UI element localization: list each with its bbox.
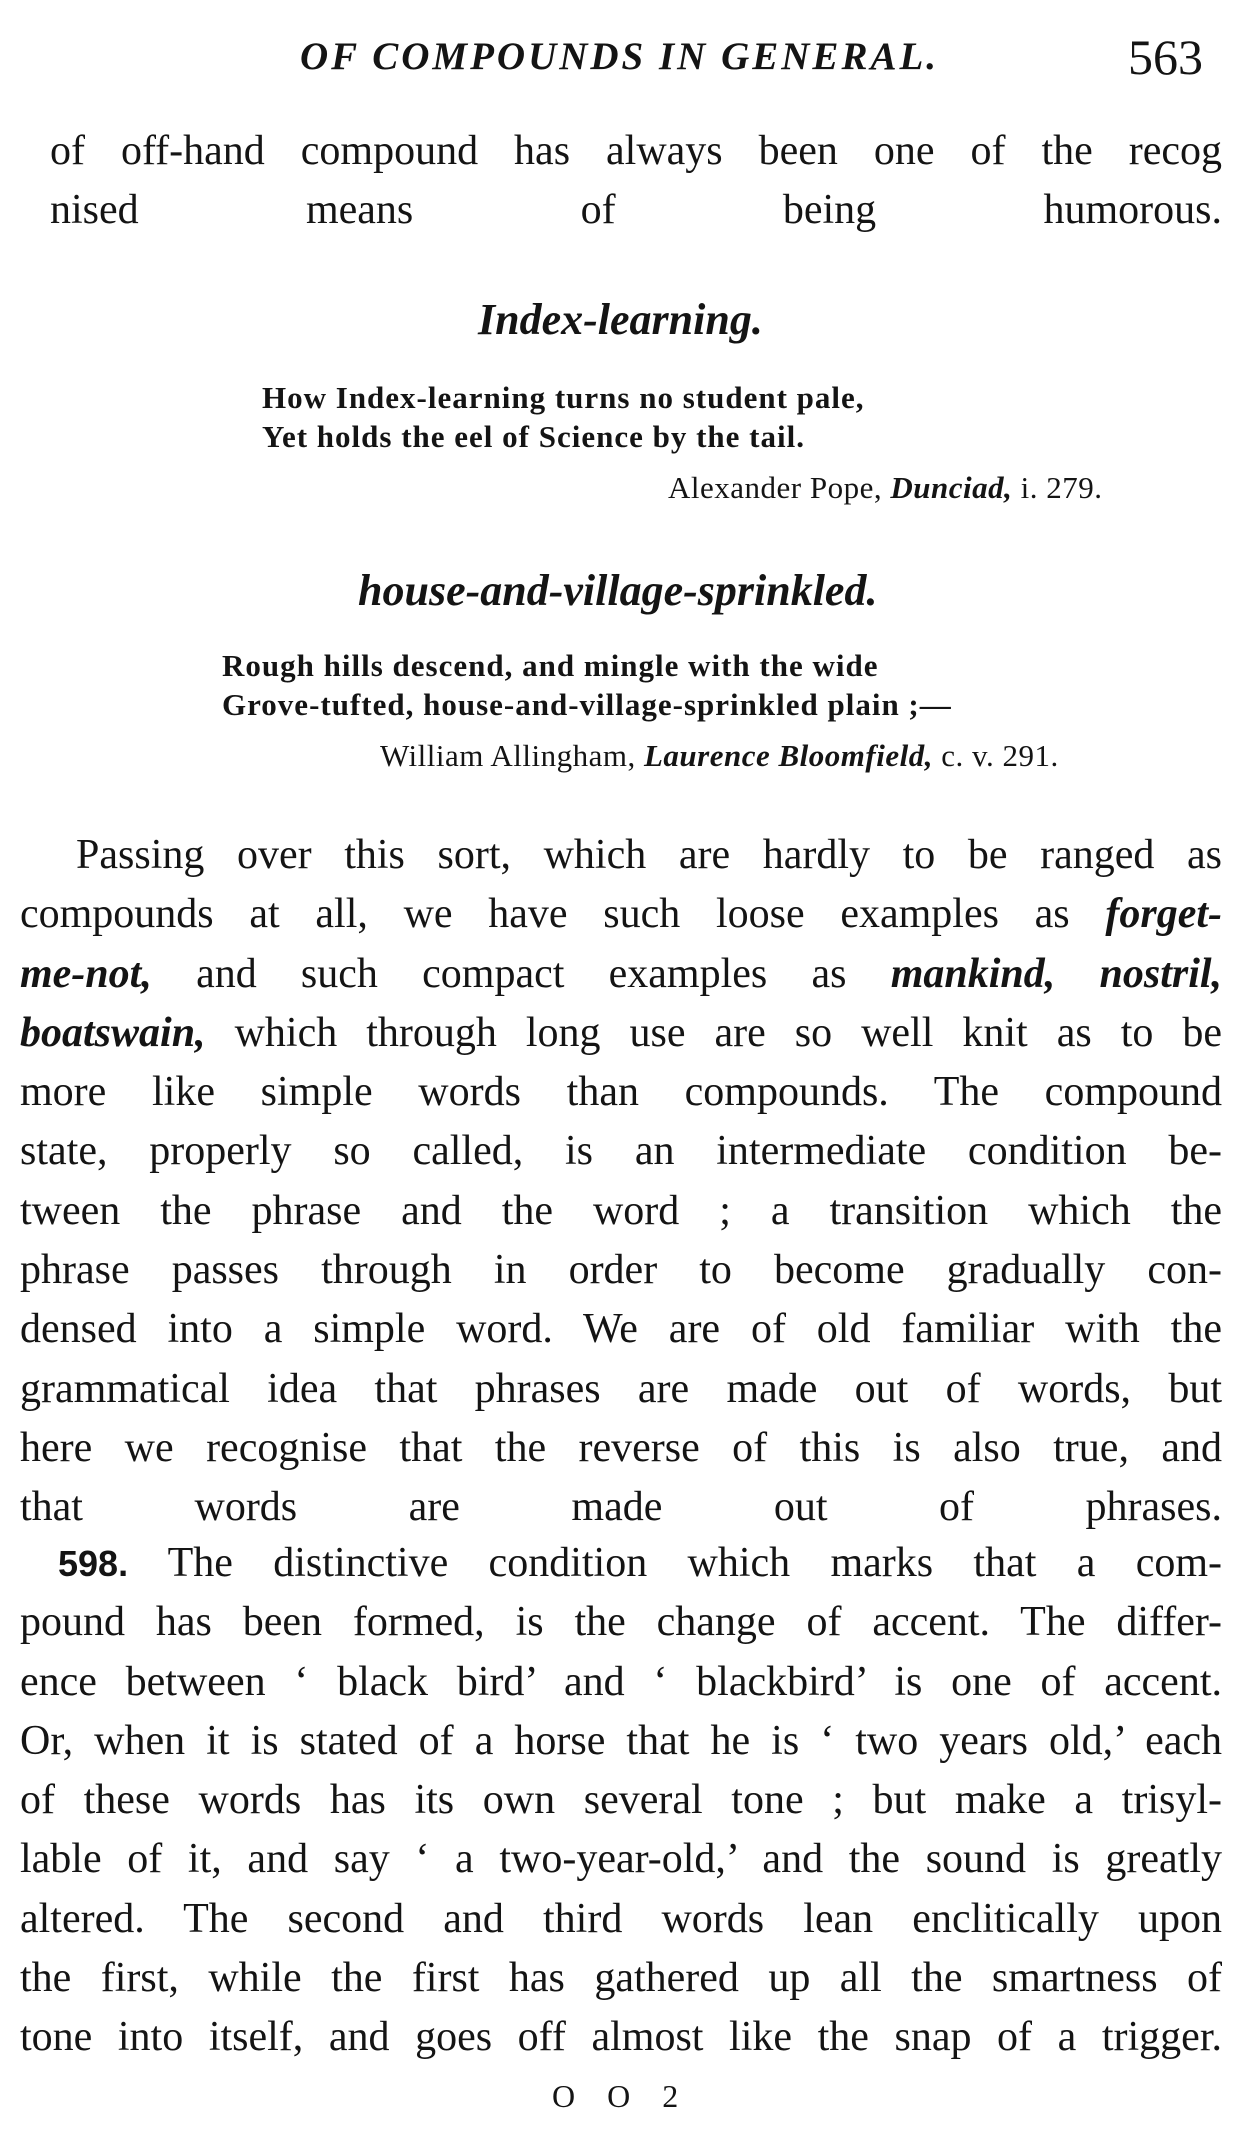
work-reference: c. v. 291.	[941, 738, 1059, 773]
text-line: pound has been formed, is the change of accent. The differ-	[20, 1599, 1222, 1646]
text-line: Passing over this sort, which are hardly to be ranged as	[76, 832, 1222, 878]
text-line	[20, 885, 1222, 944]
text-line: grammatical idea that phrases are made out of words, but	[20, 1365, 1222, 1412]
text-line: nised means of being humorous.	[50, 187, 1222, 234]
text-fragment: The distinctive condition which marks that a com-	[167, 1540, 1222, 1586]
verse-quote	[262, 378, 865, 456]
text-line: of these words has its own several tone ; but make a trisyl-	[20, 1777, 1222, 1824]
running-title: OF COMPOUNDS IN GENERAL.	[300, 35, 940, 78]
section-number: 598.	[58, 1543, 129, 1584]
text-line: densed into a simple word. We are of old familiar with the	[20, 1306, 1222, 1353]
work-title: Laurence Bloomfield,	[643, 738, 933, 773]
text-line: altered. The second and third words lean enclitically upon	[20, 1895, 1222, 1942]
author-name: Alexander Pope,	[668, 470, 883, 505]
text-line	[20, 1534, 1222, 1593]
body-paragraph	[20, 1534, 1222, 2068]
italic-term: boatswain,	[20, 1009, 206, 1056]
page-number: 563	[1128, 29, 1203, 85]
text-fragment: compounds at all, we have such loose examples as	[20, 891, 1070, 938]
text-line: more like simple words than compounds. The compound	[20, 1069, 1222, 1116]
running-head	[0, 28, 1259, 88]
example-heading: house-and-village-sprinkled.	[358, 566, 878, 615]
text-line: here we recognise that the reverse of this is also true, and	[20, 1424, 1222, 1471]
work-reference: i. 279.	[1020, 470, 1103, 505]
text-line: of off-hand compound has always been one of the recog	[50, 128, 1222, 174]
body-paragraph	[20, 826, 1222, 1538]
italic-term: me-not,	[20, 950, 152, 997]
text-line: phrase passes through in order to become gradually con-	[20, 1247, 1222, 1294]
text-line: Or, when it is stated of a horse that he is ‘ two years old,’ each	[20, 1717, 1222, 1764]
italic-term: forget-	[1105, 891, 1223, 938]
text-fragment: which through long use are so well knit as to be	[234, 1009, 1223, 1056]
text-fragment: and such compact examples as	[196, 950, 847, 997]
text-line: ence between ‘ black bird’ and ‘ blackbird’ is one of accent.	[20, 1658, 1222, 1705]
text-line: that words are made out of phrases.	[20, 1484, 1222, 1531]
attribution	[380, 738, 1059, 774]
verse-line: Yet holds the eel of Science by the tail.	[262, 419, 805, 454]
text-line: tween the phrase and the word ; a transition which the	[20, 1187, 1222, 1234]
attribution	[668, 470, 1102, 506]
verse-line: Grove-tufted, house-and-village-sprinkled plain ;—	[222, 687, 952, 722]
text-line: tone into itself, and goes off almost like the snap of a trigger.	[20, 2014, 1222, 2061]
text-line	[20, 945, 1222, 1004]
text-line	[20, 1004, 1222, 1063]
verse-line: How Index-learning turns no student pale,	[262, 380, 865, 415]
example-heading: Index-learning.	[478, 295, 763, 344]
printer-signature: O O 2	[552, 2078, 691, 2114]
verse-line: Rough hills descend, and mingle with the wide	[222, 648, 879, 683]
text-line: lable of it, and say ‘ a two-year-old,’ and the sound is greatly	[20, 1836, 1222, 1883]
verse-quote	[222, 646, 952, 724]
text-line: state, properly so called, is an intermediate condition be-	[20, 1128, 1222, 1175]
italic-term: mankind,	[890, 950, 1056, 997]
italic-term: nostril,	[1099, 950, 1223, 997]
text-line: the first, while the first has gathered up all the smartness of	[20, 1955, 1222, 2002]
author-name: William Allingham,	[380, 738, 636, 773]
work-title: Dunciad,	[890, 470, 1013, 505]
intro-paragraph	[50, 122, 1222, 241]
